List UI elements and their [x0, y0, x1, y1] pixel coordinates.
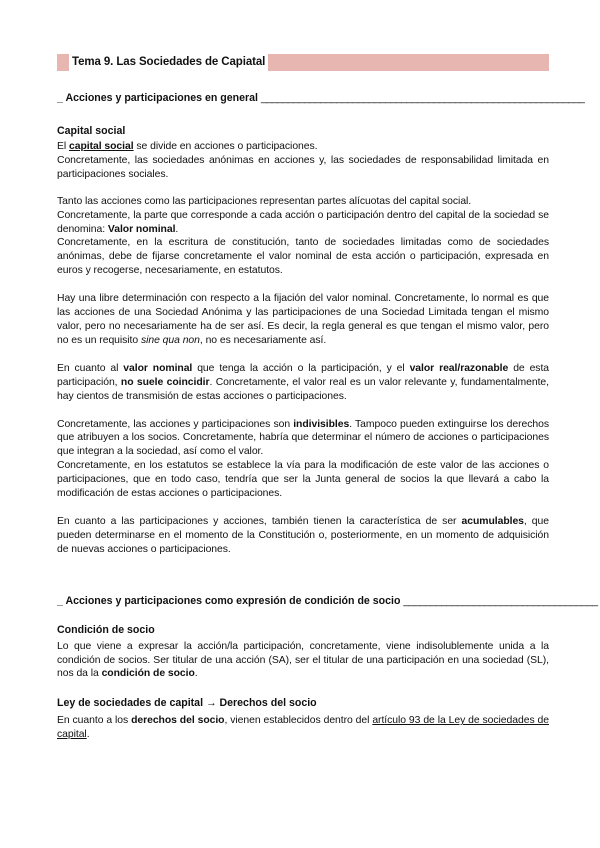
subheading-ley-sociedades: Ley de sociedades de capital → Derechos del socio — [57, 697, 317, 710]
paragraph-sociedades: Concretamente, las sociedades anónimas en acciones y, las sociedades de responsabilidad limitada en participaciones sociales. — [57, 154, 549, 180]
term-capital-social: capital social — [68, 141, 134, 152]
paragraph-valor-nominal: Concretamente, la parte que corresponde a cada acción o participación dentro del capital de la sociedad se denomina: Valor nominal. — [57, 209, 549, 235]
paragraph-derechos-socio: En cuanto a los derechos del socio, vienen establecidos dentro del artículo 93 de la Ley de sociedades de capital. — [57, 715, 549, 741]
paragraph-valor-real: En cuanto al valor nominal que tenga la acción o la participación, y el valor real/razonable de esta participación, no suele coincidir. Concretamente, el valor real es un valor relevante y, fundamentalmente, hay cientos de transmisión de estas acciones o participaciones. — [57, 362, 550, 402]
subheading-capital-social: Capital social — [57, 125, 126, 137]
paragraph-libre-determinacion: Hay una libre determinación con respecto a la fijación del valor nominal. Concretamente, lo normal es que las acciones de una Sociedad Anónima y las participaciones de una Sociedad Limitada tengan el mismo valor, pero no necesariamente ha de ser así. Es decir, la regla general es que tengan el mismo valor, pero no es un requisito sine qua non, no es necesariamente así. — [57, 293, 549, 346]
title-bar — [57, 54, 549, 71]
section-heading-condicion-socio: _ Acciones y participaciones como expresión de condición de socio ____________________________________ — [57, 594, 598, 607]
paragraph-alicuotas: Tanto las acciones como las participaciones representan partes alícuotas del capital social. — [57, 195, 472, 207]
term-valor-nominal: Valor nominal — [107, 223, 176, 235]
subheading-condicion-socio: Condición de socio — [57, 623, 155, 636]
section-heading-acciones-general: _ Acciones y participaciones en general ____________________________________________________________ — [57, 92, 585, 104]
paragraph-condicion-socio: Lo que viene a expresar la acción/la participación, concretamente, viene indisolublemente unida a la condición de socios. Ser titular de una acción (SA), ser el titular de una participación en una sociedad (SL), nos da la condición de socio. — [57, 640, 549, 680]
page-title: Tema 9. Las Sociedades de Capiatal — [69, 54, 268, 71]
paragraph-escritura: Concretamente, en la escritura de constitución, tanto de sociedades limitadas como de sociedades anónimas, debe de fijarse concretamente el valor nominal de esta acción o participación, expresada en euros y recogerse, necesariamente, en estatutos. — [57, 237, 549, 277]
paragraph-indivisibles: Concretamente, las acciones y participaciones son indivisibles. Tampoco pueden extinguirse los derechos que atribuyen a los socios. Concretamente, habría que determinar el número de acciones o participaciones que integran a la sociedad, así como el valor. — [57, 418, 549, 458]
document-content — [57, 54, 598, 742]
paragraph-estatutos: Concretamente, en los estatutos se establece la vía para la modificación de este valor de las acciones o participaciones, que en todo caso, tendría que ser la Junta general de socios la que llevará a cabo la modificación de estas acciones o participaciones. — [57, 460, 549, 500]
article-93-link[interactable]: artículo 93 de la Ley de sociedades de capital — [57, 715, 549, 741]
paragraph-acumulables: En cuanto a las participaciones y acciones, también tienen la característica de ser acumulables, que pueden determinarse en el momento de la Constitución o, posteriormente, en un momento de adquisición de nuevas acciones o participaciones. — [57, 515, 549, 555]
paragraph-capital-social: El capital social se divide en acciones o participaciones. — [57, 141, 318, 152]
